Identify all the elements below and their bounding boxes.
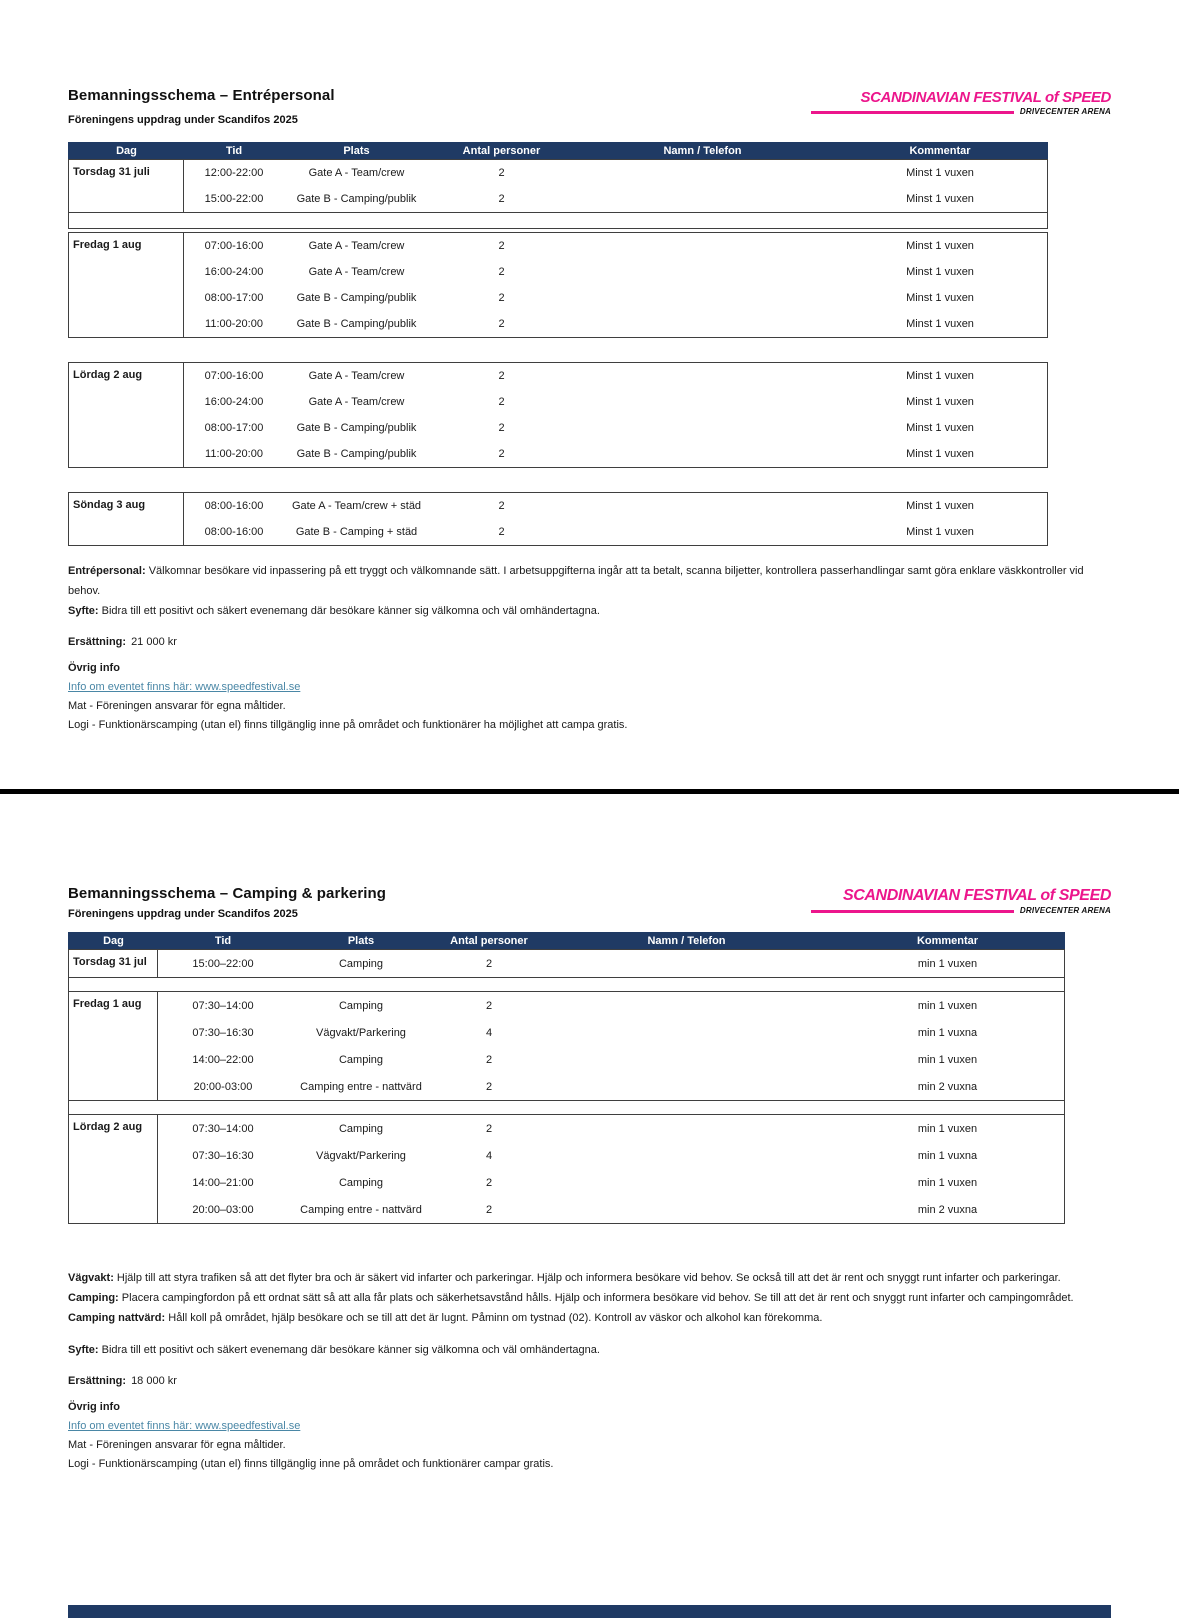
cell-namn (544, 1019, 829, 1046)
cell-antal: 2 (498, 396, 505, 408)
cell-plats: Gate A - Team/crew (308, 370, 405, 382)
cell-kommentar: Minst 1 vuxen (906, 370, 974, 382)
next-table-header-cutoff (68, 1605, 1111, 1618)
title-block (68, 87, 335, 126)
cell-kommentar: Minst 1 vuxen (906, 422, 974, 434)
cell-tid: 14:00–22:00 (192, 1053, 254, 1066)
other-info-heading: Övrig info (68, 1401, 120, 1413)
cell-namn (574, 285, 831, 311)
cell-antal: 2 (498, 318, 505, 330)
cell-antal: 2 (498, 266, 505, 278)
schedule-page-camping-parkering (0, 794, 1179, 1618)
cell-kommentar: Minst 1 vuxen (906, 318, 974, 330)
cell-antal: 2 (485, 1080, 493, 1093)
cell-plats: Camping entre - nattvärd (300, 1203, 422, 1216)
cell-plats: Gate B - Camping/publik (296, 422, 417, 434)
empty-row (68, 212, 1048, 229)
cell-tid: 12:00-22:00 (204, 167, 264, 179)
lodging-info-line: Logi - Funktionärscamping (utan el) finns tillgänglig inne på området och funktionärer ha möjlighet att campa gratis. (68, 719, 628, 731)
cell-antal: 4 (485, 1026, 493, 1039)
page-subtitle: Föreningens uppdrag under Scandifos 2025 (68, 908, 298, 920)
day-label: Torsdag 31 juli (69, 160, 184, 212)
cell-namn (544, 1115, 829, 1142)
cell-tid: 15:00–22:00 (192, 957, 254, 970)
cell-kommentar: min 1 vuxen (917, 1122, 978, 1135)
note-line: Syfte: Bidra till ett positivt och säkert evenemang där besökare känner sig välkomna och väl omhändertagna. (68, 605, 600, 617)
page-subtitle: Föreningens uppdrag under Scandifos 2025 (68, 114, 298, 126)
event-info-link[interactable]: Info om eventet finns här: www.speedfestival.se (68, 681, 301, 693)
cell-namn (574, 233, 831, 259)
cell-plats: Gate B - Camping/publik (296, 193, 417, 205)
cell-plats: Gate A - Team/crew + städ (291, 500, 422, 512)
cell-kommentar: min 1 vuxen (917, 999, 978, 1012)
cell-antal: 2 (498, 240, 505, 252)
cell-kommentar: min 1 vuxna (917, 1149, 978, 1162)
cell-plats: Gate A - Team/crew (308, 266, 405, 278)
cell-namn (574, 389, 831, 415)
cell-tid: 08:00-16:00 (204, 500, 264, 512)
cell-namn (544, 950, 829, 977)
cell-kommentar: Minst 1 vuxen (906, 526, 974, 538)
cell-kommentar: Minst 1 vuxen (906, 266, 974, 278)
compensation-label: Ersättning: (68, 636, 127, 648)
column-header: Tid (214, 935, 232, 947)
cell-kommentar: min 1 vuxna (917, 1026, 978, 1039)
note-label: Syfte: (68, 1344, 99, 1356)
empty-row (68, 977, 1065, 992)
cell-tid: 16:00-24:00 (204, 266, 264, 278)
cell-plats: Gate A - Team/crew (308, 240, 405, 252)
cell-namn (574, 160, 831, 186)
cell-namn (574, 415, 831, 441)
cell-antal: 2 (485, 1176, 493, 1189)
cell-antal: 2 (485, 1053, 493, 1066)
note-label: Vägvakt: (68, 1272, 114, 1284)
day-block (68, 232, 1048, 338)
cell-plats: Gate B - Camping + städ (295, 526, 418, 538)
empty-row (68, 1100, 1065, 1115)
cell-tid: 07:30–14:00 (192, 1122, 254, 1135)
food-info-line: Mat - Föreningen ansvarar för egna måltider. (68, 1439, 286, 1451)
lodging-info-line: Logi - Funktionärscamping (utan el) finns tillgänglig inne på området och funktionärer campar gratis. (68, 1458, 554, 1470)
cell-tid: 11:00-20:00 (205, 448, 263, 460)
day-block (68, 362, 1048, 468)
cell-kommentar: min 1 vuxen (917, 1053, 978, 1066)
compensation-value: 21 000 kr (131, 636, 177, 648)
cell-tid: 07:30–14:00 (192, 999, 254, 1012)
festival-logo (811, 887, 1111, 915)
cell-antal: 2 (485, 1122, 493, 1135)
cell-plats: Camping (338, 1176, 384, 1189)
cell-tid: 15:00-22:00 (204, 193, 264, 205)
day-block (68, 1114, 1065, 1224)
cell-tid: 14:00–21:00 (192, 1176, 254, 1189)
cell-plats: Camping entre - nattvärd (300, 1080, 422, 1093)
column-header: Antal personer (462, 145, 541, 157)
cell-plats: Vägvakt/Parkering (316, 1026, 406, 1039)
page-header (68, 87, 1111, 126)
compensation-value: 18 000 kr (131, 1375, 177, 1387)
day-block (68, 991, 1065, 1101)
cell-kommentar: Minst 1 vuxen (906, 167, 974, 179)
cell-kommentar: Minst 1 vuxen (906, 292, 974, 304)
note-line: Vägvakt: Hjälp till att styra trafiken så att det flyter bra och är säkert vid infarter och parkeringar. Hjälp och informera besökare vid behov. Se också till att det är rent och snyggt runt infarter och parkeringar. (68, 1272, 1061, 1284)
staffing-table (68, 142, 1048, 546)
cell-tid: 08:00-17:00 (204, 292, 264, 304)
cell-kommentar: Minst 1 vuxen (906, 500, 974, 512)
festival-logo (811, 89, 1111, 116)
column-header: Dag (103, 935, 124, 947)
cell-plats: Gate B - Camping/publik (296, 448, 417, 460)
title-block (68, 885, 386, 920)
logo-underline (811, 909, 1014, 913)
cell-namn (574, 259, 831, 285)
cell-namn (544, 992, 829, 1019)
notes-section (68, 1268, 1111, 1360)
cell-tid: 11:00-20:00 (205, 318, 263, 330)
cell-plats: Camping (338, 999, 384, 1012)
cell-antal: 2 (498, 422, 505, 434)
page-header (68, 885, 1111, 920)
column-header: Plats (343, 145, 370, 157)
logo-rule-row (811, 906, 1111, 915)
cell-antal: 2 (498, 193, 505, 205)
column-header: Namn / Telefon (663, 145, 742, 157)
cell-namn (544, 1142, 829, 1169)
cell-plats: Vägvakt/Parkering (316, 1149, 406, 1162)
note-line: Syfte: Bidra till ett positivt och säkert evenemang där besökare känner sig välkomna och väl omhändertagna. (68, 1344, 600, 1356)
note-line: Entrépersonal: Välkomnar besökare vid inpassering på ett tryggt och välkomnande sätt. I arbetsuppgifterna ingår att ta betalt, scanna biljetter, kontrollera passerhandlingar samt göra enklare väskkontroller vid behov. (68, 565, 1084, 597)
column-header: Dag (116, 145, 137, 157)
cell-tid: 20:00-03:00 (193, 1080, 253, 1093)
cell-plats: Camping (338, 1053, 384, 1066)
cell-tid: 07:00-16:00 (204, 240, 264, 252)
page-title: Bemanningsschema – Camping & parkering (68, 885, 387, 902)
column-header: Plats (347, 935, 375, 947)
compensation-line (68, 1375, 1111, 1387)
cell-plats: Gate A - Team/crew (308, 167, 405, 179)
logo-arena-text: DRIVECENTER ARENA (1019, 107, 1111, 116)
day-label: Fredag 1 aug (69, 233, 184, 337)
cell-tid: 07:30–16:30 (192, 1026, 254, 1039)
cell-kommentar: min 2 vuxna (917, 1203, 978, 1216)
day-block (68, 159, 1048, 213)
cell-plats: Camping (338, 957, 384, 970)
table-header-row (68, 142, 1048, 160)
cell-namn (574, 186, 831, 212)
cell-namn (574, 441, 831, 467)
column-header: Antal personer (450, 935, 528, 947)
compensation-label: Ersättning: (68, 1375, 127, 1387)
column-header: Kommentar (916, 935, 979, 947)
cell-plats: Gate B - Camping/publik (296, 292, 417, 304)
table-header-row (68, 932, 1065, 950)
cell-kommentar: Minst 1 vuxen (906, 448, 974, 460)
notes-section (68, 561, 1111, 621)
cell-kommentar: Minst 1 vuxen (906, 193, 974, 205)
cell-antal: 2 (485, 957, 493, 970)
day-block (68, 492, 1048, 546)
schedule-page-entrepersonal (0, 0, 1179, 789)
day-label: Lördag 2 aug (69, 1115, 158, 1223)
food-info-line: Mat - Föreningen ansvarar för egna måltider. (68, 700, 286, 712)
other-info-heading: Övrig info (68, 662, 120, 674)
note-line: Camping: Placera campingfordon på ett ordnat sätt så att alla får plats och säkerhetsavstånd hålls. Hjälp och informera besökare vid behov. Se till att det är rent och snyggt runt infarter och campingområdet. (68, 1292, 1074, 1304)
day-label: Torsdag 31 jul (69, 950, 158, 977)
day-block (68, 949, 1065, 978)
column-header: Kommentar (909, 145, 971, 157)
column-header: Namn / Telefon (647, 935, 726, 947)
logo-wordmark: SCANDINAVIAN FESTIVAL of SPEED (842, 887, 1111, 904)
cell-tid: 08:00-16:00 (204, 526, 264, 538)
cell-namn (544, 1046, 829, 1073)
cell-plats: Camping (338, 1122, 384, 1135)
column-header: Tid (225, 145, 243, 157)
note-label: Syfte: (68, 605, 99, 617)
cell-tid: 08:00-17:00 (204, 422, 264, 434)
cell-antal: 2 (498, 500, 505, 512)
day-label: Söndag 3 aug (69, 493, 184, 545)
cell-tid: 16:00-24:00 (204, 396, 264, 408)
cell-namn (574, 363, 831, 389)
cell-antal: 2 (485, 1203, 493, 1216)
event-info-link[interactable]: Info om eventet finns här: www.speedfestival.se (68, 1420, 301, 1432)
cell-antal: 2 (498, 292, 505, 304)
note-label: Camping: (68, 1292, 119, 1304)
cell-namn (544, 1073, 829, 1100)
cell-antal: 2 (498, 167, 505, 179)
logo-arena-text: DRIVECENTER ARENA (1019, 906, 1111, 915)
cell-plats: Gate B - Camping/publik (296, 318, 417, 330)
cell-namn (574, 311, 831, 337)
page-title: Bemanningsschema – Entrépersonal (68, 87, 335, 104)
cell-kommentar: min 1 vuxen (917, 1176, 978, 1189)
cell-tid: 20:00–03:00 (192, 1203, 254, 1216)
cell-namn (544, 1169, 829, 1196)
cell-tid: 07:30–16:30 (192, 1149, 254, 1162)
day-label: Fredag 1 aug (69, 992, 158, 1100)
cell-antal: 2 (498, 526, 505, 538)
cell-tid: 07:00-16:00 (204, 370, 264, 382)
day-label: Lördag 2 aug (69, 363, 184, 467)
cell-kommentar: min 1 vuxen (917, 957, 978, 970)
note-label: Camping nattvärd: (68, 1312, 166, 1324)
cell-namn (544, 1196, 829, 1223)
cell-kommentar: min 2 vuxna (917, 1080, 978, 1093)
cell-kommentar: Minst 1 vuxen (906, 396, 974, 408)
cell-antal: 2 (485, 999, 493, 1012)
cell-antal: 2 (498, 370, 505, 382)
compensation-line (68, 636, 1111, 648)
note-label: Entrépersonal: (68, 565, 146, 577)
logo-wordmark: SCANDINAVIAN FESTIVAL of SPEED (860, 89, 1111, 106)
logo-underline (811, 110, 1014, 114)
cell-plats: Gate A - Team/crew (308, 396, 405, 408)
cell-namn (574, 493, 831, 519)
cell-kommentar: Minst 1 vuxen (906, 240, 974, 252)
note-line: Camping nattvärd: Håll koll på området, hjälp besökare och se till att det är lugnt. Påminn om tystnad (02). Kontroll av väskor och alkohol kan förekomma. (68, 1312, 823, 1324)
logo-rule-row (811, 107, 1111, 116)
cell-antal: 2 (498, 448, 505, 460)
staffing-table (68, 932, 1065, 1224)
cell-namn (574, 519, 831, 545)
cell-antal: 4 (485, 1149, 493, 1162)
